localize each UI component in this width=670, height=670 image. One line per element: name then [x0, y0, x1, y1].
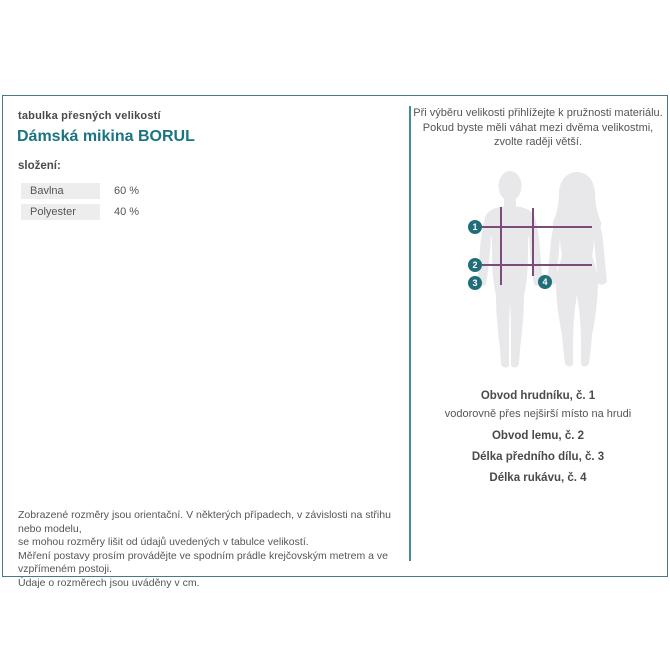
advice-line: zvolte raději větší. [493, 136, 583, 148]
disclaimer-line: Zobrazené rozměry jsou orientační. V některých případech, v závislosti na střihu nebo modelu, [18, 509, 391, 535]
table-row [21, 204, 221, 220]
disclaimer-line: se mohou rozměry lišit od údajů uvedených v tabulce velikostí. [18, 536, 309, 548]
size-advice-text [410, 106, 666, 150]
disclaimer-line: Měření postavy prosím provádějte ve spodním prádle krejčovským metrem a ve vzpřímeném postoji. [18, 549, 388, 575]
percentage-cell: 60 % [114, 185, 140, 197]
front-length-measure-line [500, 207, 502, 285]
marker-3: 3 [468, 276, 482, 290]
composition-label: složení: [18, 160, 61, 172]
sleeve-measure-line [532, 208, 534, 276]
body-measurement-diagram [440, 165, 640, 377]
material-cell: Bavlna [21, 183, 100, 199]
marker-1: 1 [468, 220, 482, 234]
table-heading: tabulka přesných velikostí [18, 110, 161, 122]
measurement-label-3: Délka předního dílu, č. 3 [471, 451, 605, 463]
female-body [547, 210, 607, 367]
measurement-note-1: vodorovně přes nejširší místo na hrudi [444, 408, 632, 420]
table-row [21, 183, 221, 199]
male-head [499, 171, 522, 201]
hem-measure-line [481, 264, 592, 266]
marker-4: 4 [538, 275, 552, 289]
material-cell: Polyester [21, 204, 100, 220]
advice-line: Při výběru velikosti přihlížejte k pružnosti materiálu. [413, 107, 663, 119]
percentage-cell: 40 % [114, 206, 140, 218]
advice-line: Pokud byste měli váhat mezi dvěma velikostmi, [422, 121, 654, 134]
marker-2: 2 [468, 258, 482, 272]
disclaimer-text [18, 509, 398, 590]
measurement-legend [410, 390, 666, 493]
measurement-label-2: Obvod lemu, č. 2 [491, 430, 585, 442]
chest-measure-line [481, 226, 592, 228]
measurement-label-4: Délka rukávu, č. 4 [489, 472, 587, 484]
disclaimer-line: Údaje o rozměrech jsou uváděny v cm. [18, 576, 200, 589]
product-title: Dámská mikina BORUL [17, 128, 195, 145]
composition-table [21, 183, 221, 225]
body-silhouettes-image [440, 165, 640, 377]
measurement-label-1: Obvod hrudníku, č. 1 [480, 390, 596, 402]
